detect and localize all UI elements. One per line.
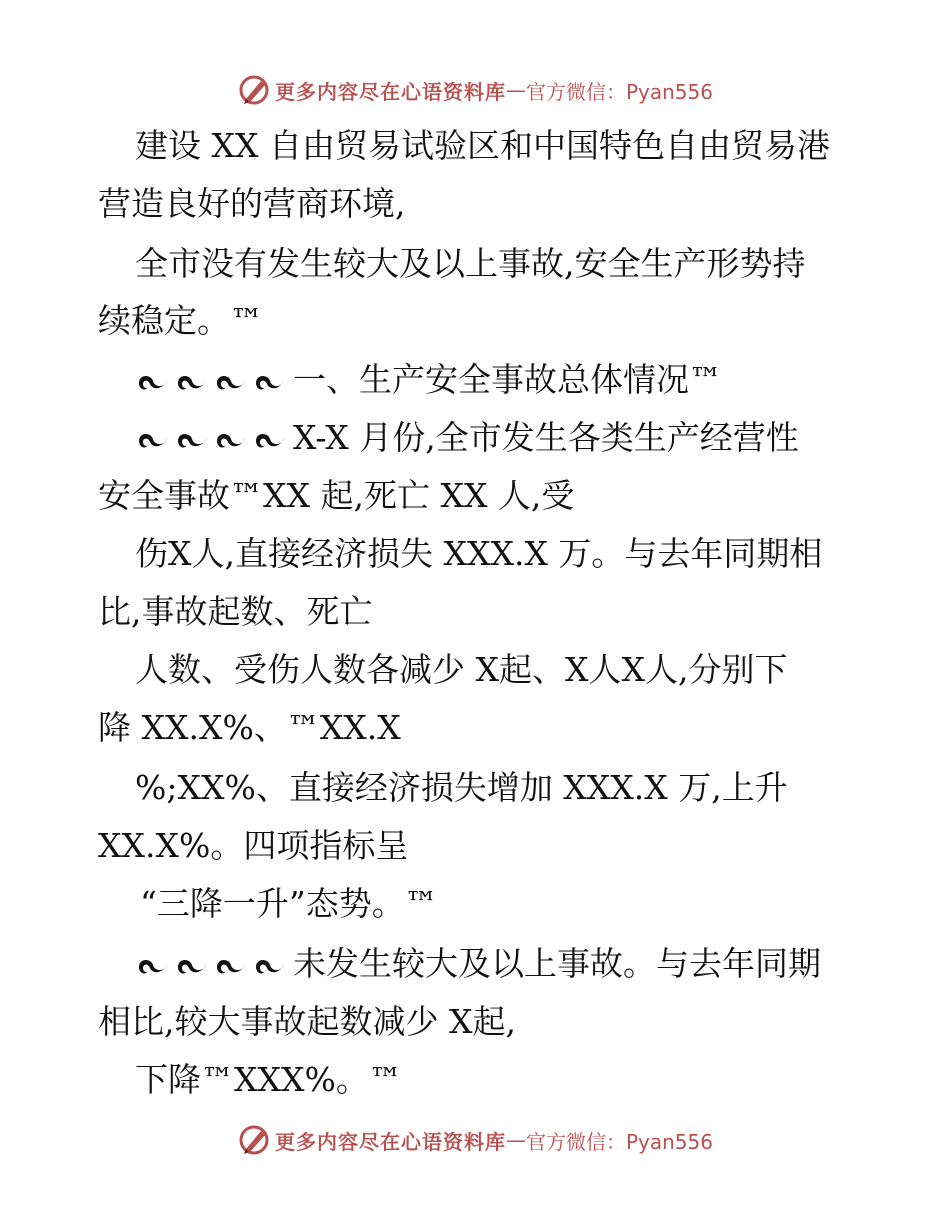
body-line-3: 全市没有发生较大及以上事故,安全生产形势持 xyxy=(135,244,806,283)
body-line-8: 伤X人,直接经济损失 XXX.X 万。与去年同期相 xyxy=(135,534,823,573)
footer-banner-text: 更多内容尽在心语资料库 xyxy=(274,1129,506,1154)
body-line-17: 下降™XXX%。™ xyxy=(135,1060,402,1099)
footer-wechat-text: 官方微信：Pyan556 xyxy=(525,1129,713,1154)
body-line-6-text: X-X 月份,全市发生各类生产经营性 xyxy=(293,418,799,457)
body-line-15 xyxy=(135,940,821,988)
ornament-icon xyxy=(135,367,291,397)
body-line-11: 降 XX.X%、™XX.X xyxy=(98,708,401,747)
pen-logo-icon xyxy=(237,1123,271,1157)
footer-banner-separator: — xyxy=(505,1128,526,1152)
body-line-4: 续稳定。™ xyxy=(98,301,263,340)
body-line-10: 人数、受伤人数各减少 X起、X人X人,分别下 xyxy=(135,650,788,689)
footer-banner xyxy=(0,1120,950,1160)
header-banner xyxy=(0,70,950,110)
body-line-15-text: 未发生较大及以上事故。与去年同期 xyxy=(293,944,821,983)
section-heading: 一、生产安全事故总体情况™ xyxy=(293,360,722,399)
body-line-6 xyxy=(135,414,799,462)
body-line-9: 比,事故起数、死亡 xyxy=(98,592,373,631)
ornament-icon xyxy=(135,425,291,455)
body-line-13: XX.X%。四项指标呈 xyxy=(98,826,409,865)
body-line-12: %;XX%、直接经济损失增加 XXX.X 万,上升 xyxy=(135,768,788,807)
body-line-16: 相比,较大事故起数减少 X起, xyxy=(98,1002,516,1041)
body-line-5 xyxy=(135,356,722,404)
body-line-2: 营造良好的营商环境, xyxy=(98,184,406,223)
header-wechat-text: 官方微信：Pyan556 xyxy=(525,79,713,104)
header-banner-text: 更多内容尽在心语资料库 xyxy=(274,79,506,104)
header-banner-separator: — xyxy=(505,78,526,102)
body-line-7: 安全事故™XX 起,死亡 XX 人,受 xyxy=(98,476,575,515)
pen-logo-icon xyxy=(237,73,271,107)
body-line-14: “三降一升”态势。™ xyxy=(140,884,438,923)
ornament-icon xyxy=(135,951,291,981)
body-line-1: 建设 XX 自由贸易试验区和中国特色自由贸易港 xyxy=(135,126,830,165)
